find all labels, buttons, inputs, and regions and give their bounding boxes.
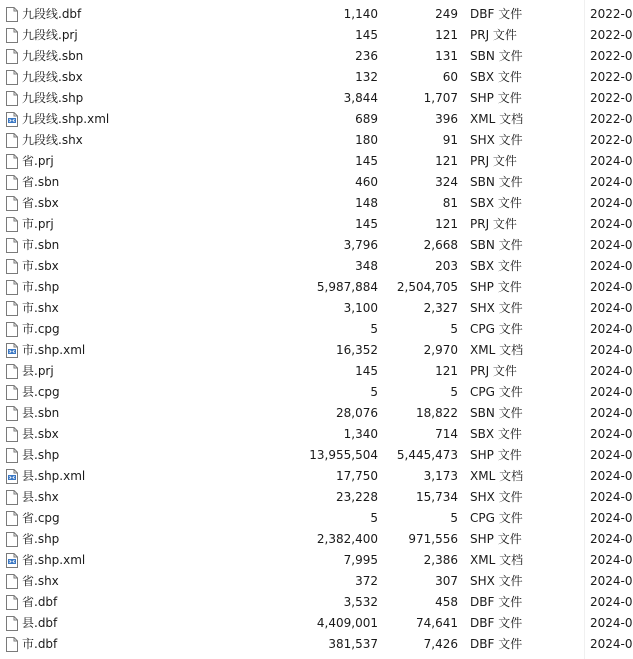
- file-row[interactable]: [0, 445, 633, 466]
- xml-file-icon: [6, 469, 18, 484]
- file-name: 九段线.dbf: [22, 7, 82, 21]
- file-modified: 2022-0: [590, 7, 633, 21]
- file-icon: [6, 133, 18, 148]
- file-size: 180: [355, 133, 378, 147]
- file-packed-size: 18,822: [416, 406, 458, 420]
- file-name: 九段线.sbn: [22, 49, 84, 63]
- file-name: 县.shp: [22, 448, 60, 462]
- file-type: SHX 文件: [470, 301, 523, 315]
- file-row[interactable]: [0, 298, 633, 319]
- file-name: 县.cpg: [22, 385, 60, 399]
- file-row[interactable]: [0, 235, 633, 256]
- file-packed-size: 15,734: [416, 490, 458, 504]
- file-modified: 2024-0: [590, 196, 633, 210]
- xml-file-icon: [6, 343, 18, 358]
- file-type: SBN 文件: [470, 238, 523, 252]
- file-packed-size: 3,173: [423, 469, 458, 483]
- file-name: 市.shp: [22, 280, 60, 294]
- file-size: 5,987,884: [316, 280, 378, 294]
- file-size: 3,844: [343, 91, 378, 105]
- file-icon: [6, 238, 18, 253]
- file-type: SHX 文件: [470, 490, 523, 504]
- file-row[interactable]: [0, 214, 633, 235]
- file-size: 16,352: [336, 343, 378, 357]
- file-name: 县.dbf: [22, 616, 58, 630]
- file-row[interactable]: [0, 424, 633, 445]
- file-type: SBN 文件: [470, 49, 523, 63]
- file-size: 2,382,400: [316, 532, 378, 546]
- file-packed-size: 249: [435, 7, 458, 21]
- file-type: SBN 文件: [470, 406, 523, 420]
- file-icon: [6, 91, 18, 106]
- file-type: CPG 文件: [470, 511, 523, 525]
- file-name: 省.sbn: [22, 175, 60, 189]
- file-row[interactable]: [0, 193, 633, 214]
- file-packed-size: 307: [435, 574, 458, 588]
- file-name: 市.sbx: [22, 259, 59, 273]
- file-modified: 2022-0: [590, 91, 633, 105]
- file-icon: [6, 448, 18, 463]
- file-icon: [6, 637, 18, 652]
- file-name: 省.dbf: [22, 595, 58, 609]
- file-packed-size: 458: [435, 595, 458, 609]
- file-size: 5: [370, 322, 378, 336]
- file-icon: [6, 427, 18, 442]
- file-name: 市.shx: [22, 301, 59, 315]
- file-packed-size: 131: [435, 49, 458, 63]
- file-icon: [6, 385, 18, 400]
- file-size: 372: [355, 574, 378, 588]
- file-type: SBN 文件: [470, 175, 523, 189]
- file-name: 九段线.shp: [22, 91, 84, 105]
- file-size: 3,796: [343, 238, 378, 252]
- file-name: 市.sbn: [22, 238, 60, 252]
- file-row[interactable]: [0, 466, 633, 487]
- file-packed-size: 2,970: [423, 343, 458, 357]
- file-row[interactable]: [0, 571, 633, 592]
- file-type: XML 文档: [470, 469, 524, 483]
- file-row[interactable]: [0, 46, 633, 67]
- file-icon: [6, 154, 18, 169]
- file-packed-size: 121: [435, 154, 458, 168]
- file-modified: 2022-0: [590, 49, 633, 63]
- file-row[interactable]: [0, 340, 633, 361]
- file-type: SHX 文件: [470, 574, 523, 588]
- file-name: 市.prj: [22, 217, 54, 231]
- file-size: 145: [355, 364, 378, 378]
- file-modified: 2022-0: [590, 28, 633, 42]
- file-packed-size: 91: [442, 133, 458, 147]
- file-type: DBF 文件: [470, 637, 523, 651]
- file-name: 省.sbx: [22, 196, 59, 210]
- file-type: SBX 文件: [470, 259, 522, 273]
- file-row[interactable]: [0, 4, 633, 25]
- file-type: SHP 文件: [470, 280, 522, 294]
- file-name: 县.shx: [22, 490, 59, 504]
- file-size: 145: [355, 28, 378, 42]
- file-modified: 2024-0: [590, 406, 633, 420]
- file-modified: 2024-0: [590, 217, 633, 231]
- file-type: PRJ 文件: [470, 28, 517, 42]
- file-icon: [6, 28, 18, 43]
- file-packed-size: 2,386: [423, 553, 458, 567]
- file-icon: [6, 175, 18, 190]
- file-packed-size: 81: [442, 196, 458, 210]
- file-type: DBF 文件: [470, 7, 523, 21]
- file-packed-size: 2,504,705: [396, 280, 458, 294]
- file-modified: 2024-0: [590, 343, 633, 357]
- file-modified: 2024-0: [590, 154, 633, 168]
- file-name: 县.sbx: [22, 427, 59, 441]
- file-size: 460: [355, 175, 378, 189]
- file-size: 381,537: [328, 637, 378, 651]
- file-type: CPG 文件: [470, 322, 523, 336]
- file-row[interactable]: [0, 67, 633, 88]
- file-row[interactable]: [0, 403, 633, 424]
- file-packed-size: 396: [435, 112, 458, 126]
- file-size: 1,340: [343, 427, 378, 441]
- file-size: 4,409,001: [316, 616, 378, 630]
- file-modified: 2022-0: [590, 133, 633, 147]
- file-modified: 2024-0: [590, 259, 633, 273]
- file-modified: 2024-0: [590, 322, 633, 336]
- file-icon: [6, 532, 18, 547]
- file-icon: [6, 511, 18, 526]
- file-packed-size: 121: [435, 217, 458, 231]
- file-row[interactable]: [0, 172, 633, 193]
- file-type: XML 文档: [470, 112, 524, 126]
- file-type: XML 文档: [470, 343, 524, 357]
- file-packed-size: 121: [435, 364, 458, 378]
- file-row[interactable]: [0, 256, 633, 277]
- file-icon: [6, 364, 18, 379]
- file-row[interactable]: [0, 613, 633, 634]
- file-modified: 2024-0: [590, 364, 633, 378]
- file-row[interactable]: [0, 130, 633, 151]
- file-modified: 2022-0: [590, 112, 633, 126]
- file-packed-size: 971,556: [408, 532, 458, 546]
- file-modified: 2024-0: [590, 301, 633, 315]
- file-modified: 2024-0: [590, 280, 633, 294]
- file-packed-size: 324: [435, 175, 458, 189]
- file-packed-size: 5: [450, 385, 458, 399]
- file-name: 省.shp: [22, 532, 60, 546]
- file-modified: 2024-0: [590, 595, 633, 609]
- file-row[interactable]: [0, 529, 633, 550]
- file-name: 九段线.shp.xml: [22, 112, 110, 126]
- file-icon: [6, 217, 18, 232]
- file-size: 28,076: [336, 406, 378, 420]
- file-packed-size: 121: [435, 28, 458, 42]
- file-size: 689: [355, 112, 378, 126]
- file-name: 九段线.shx: [22, 133, 83, 147]
- file-type: SBX 文件: [470, 70, 522, 84]
- file-icon: [6, 70, 18, 85]
- file-packed-size: 7,426: [423, 637, 458, 651]
- file-size: 236: [355, 49, 378, 63]
- file-size: 3,532: [343, 595, 378, 609]
- file-modified: 2024-0: [590, 238, 633, 252]
- file-packed-size: 203: [435, 259, 458, 273]
- file-icon: [6, 490, 18, 505]
- file-packed-size: 2,327: [423, 301, 458, 315]
- file-size: 7,995: [343, 553, 378, 567]
- file-modified: 2024-0: [590, 637, 633, 651]
- file-row[interactable]: [0, 592, 633, 613]
- file-row[interactable]: [0, 508, 633, 529]
- file-type: CPG 文件: [470, 385, 523, 399]
- file-row[interactable]: [0, 382, 633, 403]
- file-row[interactable]: [0, 634, 633, 655]
- file-icon: [6, 616, 18, 631]
- file-type: PRJ 文件: [470, 364, 517, 378]
- file-packed-size: 2,668: [423, 238, 458, 252]
- file-name: 九段线.prj: [22, 28, 78, 42]
- file-modified: 2024-0: [590, 448, 633, 462]
- file-packed-size: 5: [450, 322, 458, 336]
- file-name: 省.prj: [22, 154, 54, 168]
- file-row[interactable]: [0, 25, 633, 46]
- file-type: SHP 文件: [470, 532, 522, 546]
- file-icon: [6, 280, 18, 295]
- file-packed-size: 1,707: [423, 91, 458, 105]
- file-name: 市.cpg: [22, 322, 60, 336]
- file-modified: 2024-0: [590, 427, 633, 441]
- file-packed-size: 714: [435, 427, 458, 441]
- file-modified: 2024-0: [590, 490, 633, 504]
- file-name: 九段线.sbx: [22, 70, 83, 84]
- file-icon: [6, 7, 18, 22]
- file-modified: 2024-0: [590, 616, 633, 630]
- file-name: 县.prj: [22, 364, 54, 378]
- file-size: 148: [355, 196, 378, 210]
- file-modified: 2024-0: [590, 574, 633, 588]
- file-type: XML 文档: [470, 553, 524, 567]
- file-size: 145: [355, 154, 378, 168]
- file-size: 17,750: [336, 469, 378, 483]
- file-row[interactable]: [0, 277, 633, 298]
- file-row[interactable]: [0, 88, 633, 109]
- file-modified: 2024-0: [590, 385, 633, 399]
- file-type: SHP 文件: [470, 448, 522, 462]
- file-size: 5: [370, 385, 378, 399]
- file-size: 5: [370, 511, 378, 525]
- file-type: SHX 文件: [470, 133, 523, 147]
- file-packed-size: 60: [442, 70, 458, 84]
- file-row[interactable]: [0, 109, 633, 130]
- file-name: 县.shp.xml: [22, 469, 86, 483]
- file-size: 132: [355, 70, 378, 84]
- file-icon: [6, 595, 18, 610]
- file-size: 348: [355, 259, 378, 273]
- file-size: 3,100: [343, 301, 378, 315]
- file-icon: [6, 301, 18, 316]
- file-row[interactable]: [0, 550, 633, 571]
- file-name: 市.dbf: [22, 637, 58, 651]
- file-icon: [6, 406, 18, 421]
- file-row[interactable]: [0, 319, 633, 340]
- file-icon: [6, 574, 18, 589]
- file-packed-size: 5: [450, 511, 458, 525]
- file-size: 145: [355, 217, 378, 231]
- file-modified: 2024-0: [590, 469, 633, 483]
- file-type: SBX 文件: [470, 427, 522, 441]
- file-type: PRJ 文件: [470, 217, 517, 231]
- file-type: SBX 文件: [470, 196, 522, 210]
- file-name: 市.shp.xml: [22, 343, 86, 357]
- file-modified: 2022-0: [590, 70, 633, 84]
- file-packed-size: 5,445,473: [396, 448, 458, 462]
- xml-file-icon: [6, 553, 18, 568]
- file-modified: 2024-0: [590, 532, 633, 546]
- file-name: 省.shp.xml: [22, 553, 86, 567]
- file-modified: 2024-0: [590, 175, 633, 189]
- file-size: 13,955,504: [309, 448, 378, 462]
- file-icon: [6, 259, 18, 274]
- file-list: [0, 4, 633, 655]
- file-icon: [6, 322, 18, 337]
- file-packed-size: 74,641: [416, 616, 458, 630]
- file-type: DBF 文件: [470, 595, 523, 609]
- file-icon: [6, 196, 18, 211]
- file-row[interactable]: [0, 151, 633, 172]
- file-type: SHP 文件: [470, 91, 522, 105]
- file-modified: 2024-0: [590, 511, 633, 525]
- file-size: 1,140: [343, 7, 378, 21]
- file-size: 23,228: [336, 490, 378, 504]
- xml-file-icon: [6, 112, 18, 127]
- file-name: 县.sbn: [22, 406, 60, 420]
- file-type: PRJ 文件: [470, 154, 517, 168]
- file-icon: [6, 49, 18, 64]
- file-type: DBF 文件: [470, 616, 523, 630]
- file-name: 省.cpg: [22, 511, 60, 525]
- file-row[interactable]: [0, 361, 633, 382]
- file-name: 省.shx: [22, 574, 59, 588]
- file-modified: 2024-0: [590, 553, 633, 567]
- file-row[interactable]: [0, 487, 633, 508]
